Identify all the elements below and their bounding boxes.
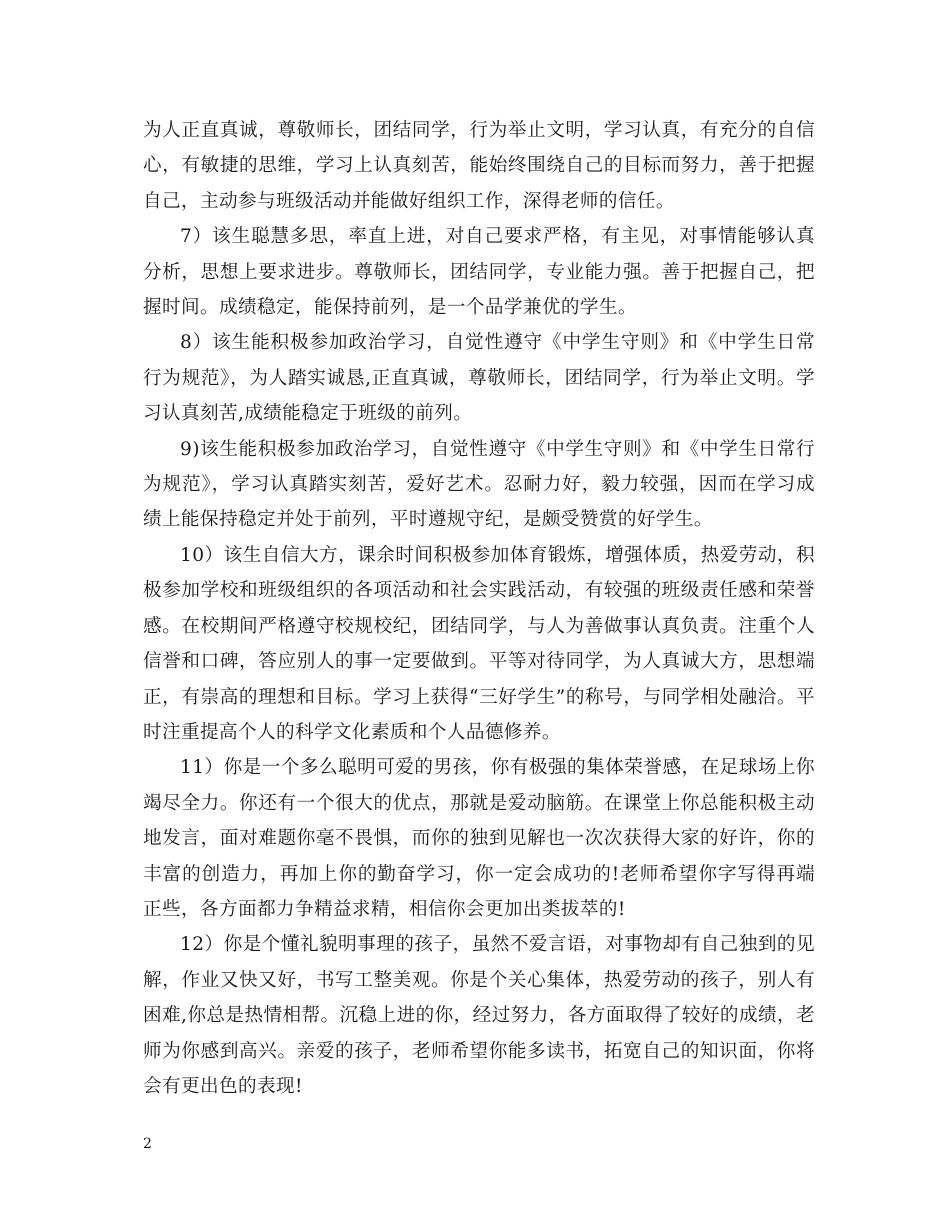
paragraph-12: 12）你是个懂礼貌明事理的孩子，虽然不爱言语，对事物却有自己独到的见解，作业又快又好，书写工整美观。你是个关心集体，热爱劳动的孩子，别人有困难,你总是热情相帮。沉稳上进的你，经过努力，各方面取得了较好的成绩，老师为你感到高兴。亲爱的孩子，老师希望你能多读书，拓宽自己的知识面，你将会有更出色的表现! (143, 934, 815, 1097)
page-number: 2 (143, 1136, 152, 1152)
paragraph-9: 9)该生能积极参加政治学习，自觉性遵守《中学生守则》和《中学生日常行为规范》，学习认真踏实刻苦，爱好艺术。忍耐力好，毅力较强，因而在学习成绩上能保持稳定并处于前列，平时遵规守纪，是颇受赞赏的好学生。 (143, 438, 815, 531)
paragraph-8: 8）该生能积极参加政治学习，自觉性遵守《中学生守则》和《中学生日常行为规范》，为人踏实诚恳,正直真诚，尊敬师长，团结同学，行为举止文明。学习认真刻苦,成绩能稳定于班级的前列。 (143, 332, 815, 425)
paragraph-10: 10）该生自信大方，课余时间积极参加体育锻炼，增强体质，热爱劳动，积极参加学校和班级组织的各项活动和社会实践活动，有较强的班级责任感和荣誉感。在校期间严格遵守校规校纪，团结同学，与人为善做事认真负责。注重个人信誉和口碑，答应别人的事一定要做到。平等对待同学，为人真诚大方，思想端正，有崇高的理想和目标。学习上获得“三好学生”的称号，与同学相处融洽。平时注重提高个人的科学文化素质和个人品德修养。 (143, 544, 815, 743)
paragraph-11: 11）你是一个多么聪明可爱的男孩，你有极强的集体荣誉感，在足球场上你竭尽全力。你还有一个很大的优点，那就是爱动脑筋。在课堂上你总能积极主动地发言，面对难题你毫不畏惧，而你的独到见解也一次次获得大家的好许，你的丰富的创造力，再加上你的勤奋学习，你一定会成功的!老师希望你字写得再端正些，各方面都力争精益求精，相信你会更加出类拔萃的! (143, 757, 815, 920)
paragraph-continuation: 为人正直真诚，尊敬师长，团结同学，行为举止文明，学习认真，有充分的自信心，有敏捷的思维，学习上认真刻苦，能始终围绕自己的目标而努力，善于把握自己，主动参与班级活动并能做好组织工作，深得老师的信任。 (143, 120, 815, 212)
paragraph-7: 7）该生聪慧多思，率直上进，对自己要求严格，有主见，对事情能够认真分析，思想上要求进步。尊敬师长，团结同学，专业能力强。善于把握自己，把握时间。成绩稳定，能保持前列，是一个品学兼优的学生。 (143, 226, 815, 319)
document-body (143, 113, 815, 1104)
